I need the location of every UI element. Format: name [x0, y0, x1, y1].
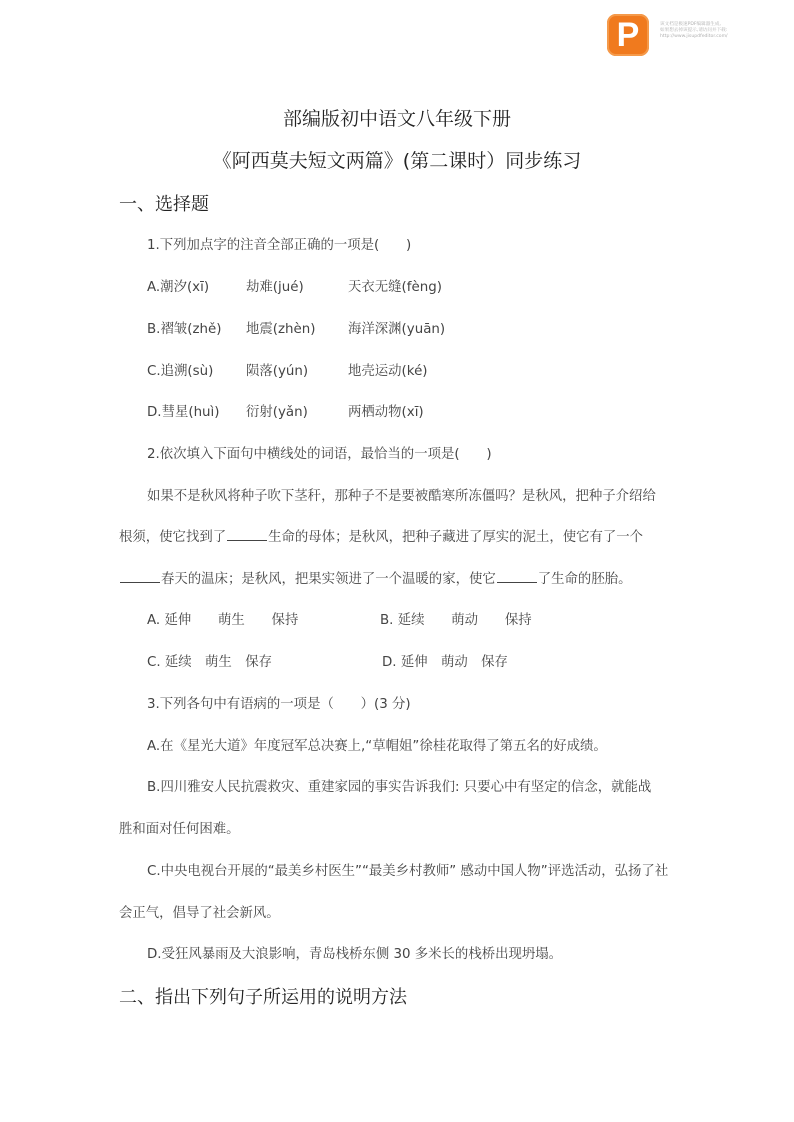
q1-option-d-3: 两栖动物(xī)	[348, 405, 424, 420]
q1-option-a-2: 劫难(jué)	[246, 280, 304, 295]
q1-option-d-1: D.彗星(huì)	[147, 405, 220, 420]
q2-passage-line-1: 如果不是秋风将种子吹下茎秆，那种子不是要被酷寒所冻僵吗？是秋风，把种子介绍给	[147, 489, 656, 504]
q1-option-b-1: B.褶皱(zhě)	[147, 322, 222, 337]
section-heading-explanation: 二、指出下列句子所运用的说明方法	[119, 987, 407, 1008]
fill-blank-3	[497, 570, 537, 583]
q3-option-b-line-2: 胜和面对任何困难。	[119, 822, 240, 837]
q1-option-a-1: A.潮汐(xī)	[147, 280, 210, 295]
pdf-logo-icon	[607, 14, 649, 56]
logo-glyph: P	[616, 16, 640, 54]
q1-option-d-2: 衍射(yǎn)	[246, 405, 308, 420]
document-title: 部编版初中语文八年级下册	[282, 108, 511, 130]
q3-option-b-line-1: B.四川雅安人民抗震救灾、重建家园的事实告诉我们: 只要心中有坚定的信念，就能战	[147, 780, 652, 795]
q2-option-d: D. 延伸 萌动 保存	[382, 655, 508, 670]
q3-option-c-line-1: C.中央电视台开展的“最美乡村医生”“最美乡村教师” 感动中国人物”评选活动，弘扬了社	[147, 864, 669, 879]
q3-option-a: A.在《星光大道》年度冠军总决赛上,“草帽姐”徐桂花取得了第五名的好成绩。	[147, 739, 607, 754]
q2-option-c: C. 延续 萌生 保存	[147, 655, 272, 670]
q2-stem: 2.依次填入下面句中横线处的词语，最恰当的一项是( )	[147, 447, 492, 462]
q1-option-b-2: 地震(zhèn)	[246, 322, 316, 337]
watermark-line-2: 如果想去掉该提示,请访问并下载:	[660, 28, 728, 33]
q2-passage-line-2	[119, 526, 643, 545]
q2-passage-2b: 生命的母体；是秋风，把种子藏进了厚实的泥土，使它有了一个	[268, 530, 644, 545]
q3-option-d: D.受狂风暴雨及大浪影响，青岛栈桥东侧 30 多米长的栈桥出现坍塌。	[147, 947, 563, 962]
q2-passage-3a: 春天的温床；是秋风，把果实领进了一个温暖的家，使它	[161, 572, 496, 587]
q2-passage-3b: 了生命的胚胎。	[537, 572, 632, 587]
q1-stem: 1.下列加点字的注音全部正确的一项是( )	[147, 238, 412, 253]
q2-option-a: A. 延伸 萌生 保持	[147, 613, 299, 628]
q3-stem: 3.下列各句中有语病的一项是（ ）(3 分)	[147, 697, 411, 712]
section-heading-choice: 一、选择题	[119, 194, 209, 215]
q1-option-c-3: 地壳运动(ké)	[348, 364, 428, 379]
q3-option-c-line-2: 会正气，倡导了社会新风。	[119, 906, 280, 921]
watermark-note	[660, 22, 790, 40]
q1-option-b-3: 海洋深渊(yuān)	[348, 322, 446, 337]
q1-option-c-2: 陨落(yún)	[246, 364, 309, 379]
q1-option-c-1: C.追溯(sù)	[147, 364, 214, 379]
fill-blank-1	[227, 528, 267, 541]
fill-blank-2	[120, 570, 160, 583]
q1-option-a-3: 天衣无缝(fèng)	[348, 280, 442, 295]
document-subtitle: 《阿西莫夫短文两篇》(第二课时）同步练习	[212, 150, 582, 172]
q2-option-b: B. 延续 萌动 保持	[380, 613, 532, 628]
q2-passage-line-3	[119, 568, 632, 587]
watermark-line-3: http://www.jisupdfeditor.com/	[660, 34, 728, 39]
q2-passage-2a: 根须，使它找到了	[119, 530, 227, 545]
watermark-line-1: 该文档是极速PDF编辑器生成,	[660, 22, 721, 27]
